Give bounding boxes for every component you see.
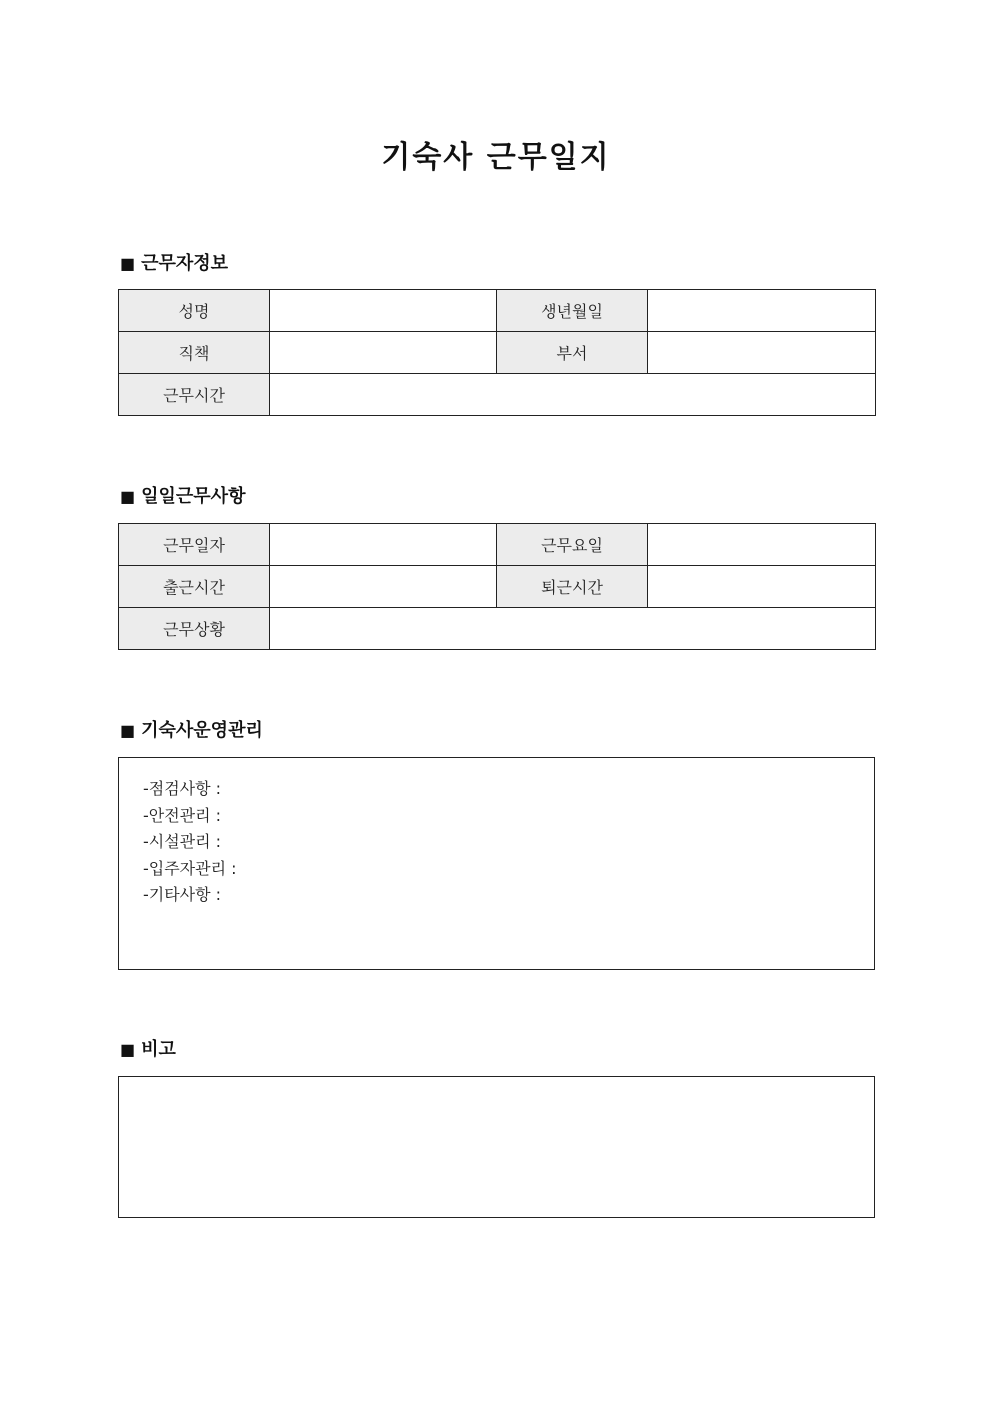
daily-work-table [118,523,876,650]
section-title: 기숙사운영관리 [141,720,263,741]
position-field[interactable] [270,332,497,374]
clock-in-label: 출근시간 [119,566,270,608]
section-heading-worker-info [120,251,228,277]
clock-out-label: 퇴근시간 [497,566,648,608]
name-label: 성명 [119,290,270,332]
department-label: 부서 [497,332,648,374]
work-date-field[interactable] [270,524,497,566]
inspection-line: -점검사항 : [143,779,222,798]
name-field[interactable] [270,290,497,332]
work-day-field[interactable] [648,524,876,566]
dorm-mgmt-box[interactable] [118,757,875,970]
work-hours-field[interactable] [270,374,876,416]
work-day-label: 근무요일 [497,524,648,566]
work-status-label: 근무상황 [119,608,270,650]
section-title: 일일근무사항 [141,486,246,507]
page-title: 기숙사 근무일지 [381,140,611,175]
clock-in-field[interactable] [270,566,497,608]
clock-out-field[interactable] [648,566,876,608]
work-status-field[interactable] [270,608,876,650]
section-title: 근무자정보 [141,253,229,274]
section-heading-remarks [120,1037,176,1063]
section-heading-dorm-mgmt [120,718,263,744]
facility-line: -시설관리 : [143,832,222,851]
position-label: 직책 [119,332,270,374]
work-date-label: 근무일자 [119,524,270,566]
section-title: 비고 [141,1039,176,1060]
resident-line: -입주자관리 : [143,858,237,878]
section-marker: ■ [120,1040,136,1059]
department-field[interactable] [648,332,876,374]
section-heading-daily-work [120,484,245,510]
remarks-box[interactable] [118,1076,875,1218]
other-line: -기타사항 : [143,885,222,904]
section-marker: ■ [120,254,136,273]
work-hours-label: 근무시간 [119,374,270,416]
section-marker: ■ [120,487,136,506]
birth-label: 생년월일 [497,290,648,332]
worker-info-table [118,289,876,416]
section-marker: ■ [120,721,136,740]
safety-line: -안전관리 : [143,805,222,825]
birth-field[interactable] [648,290,876,332]
